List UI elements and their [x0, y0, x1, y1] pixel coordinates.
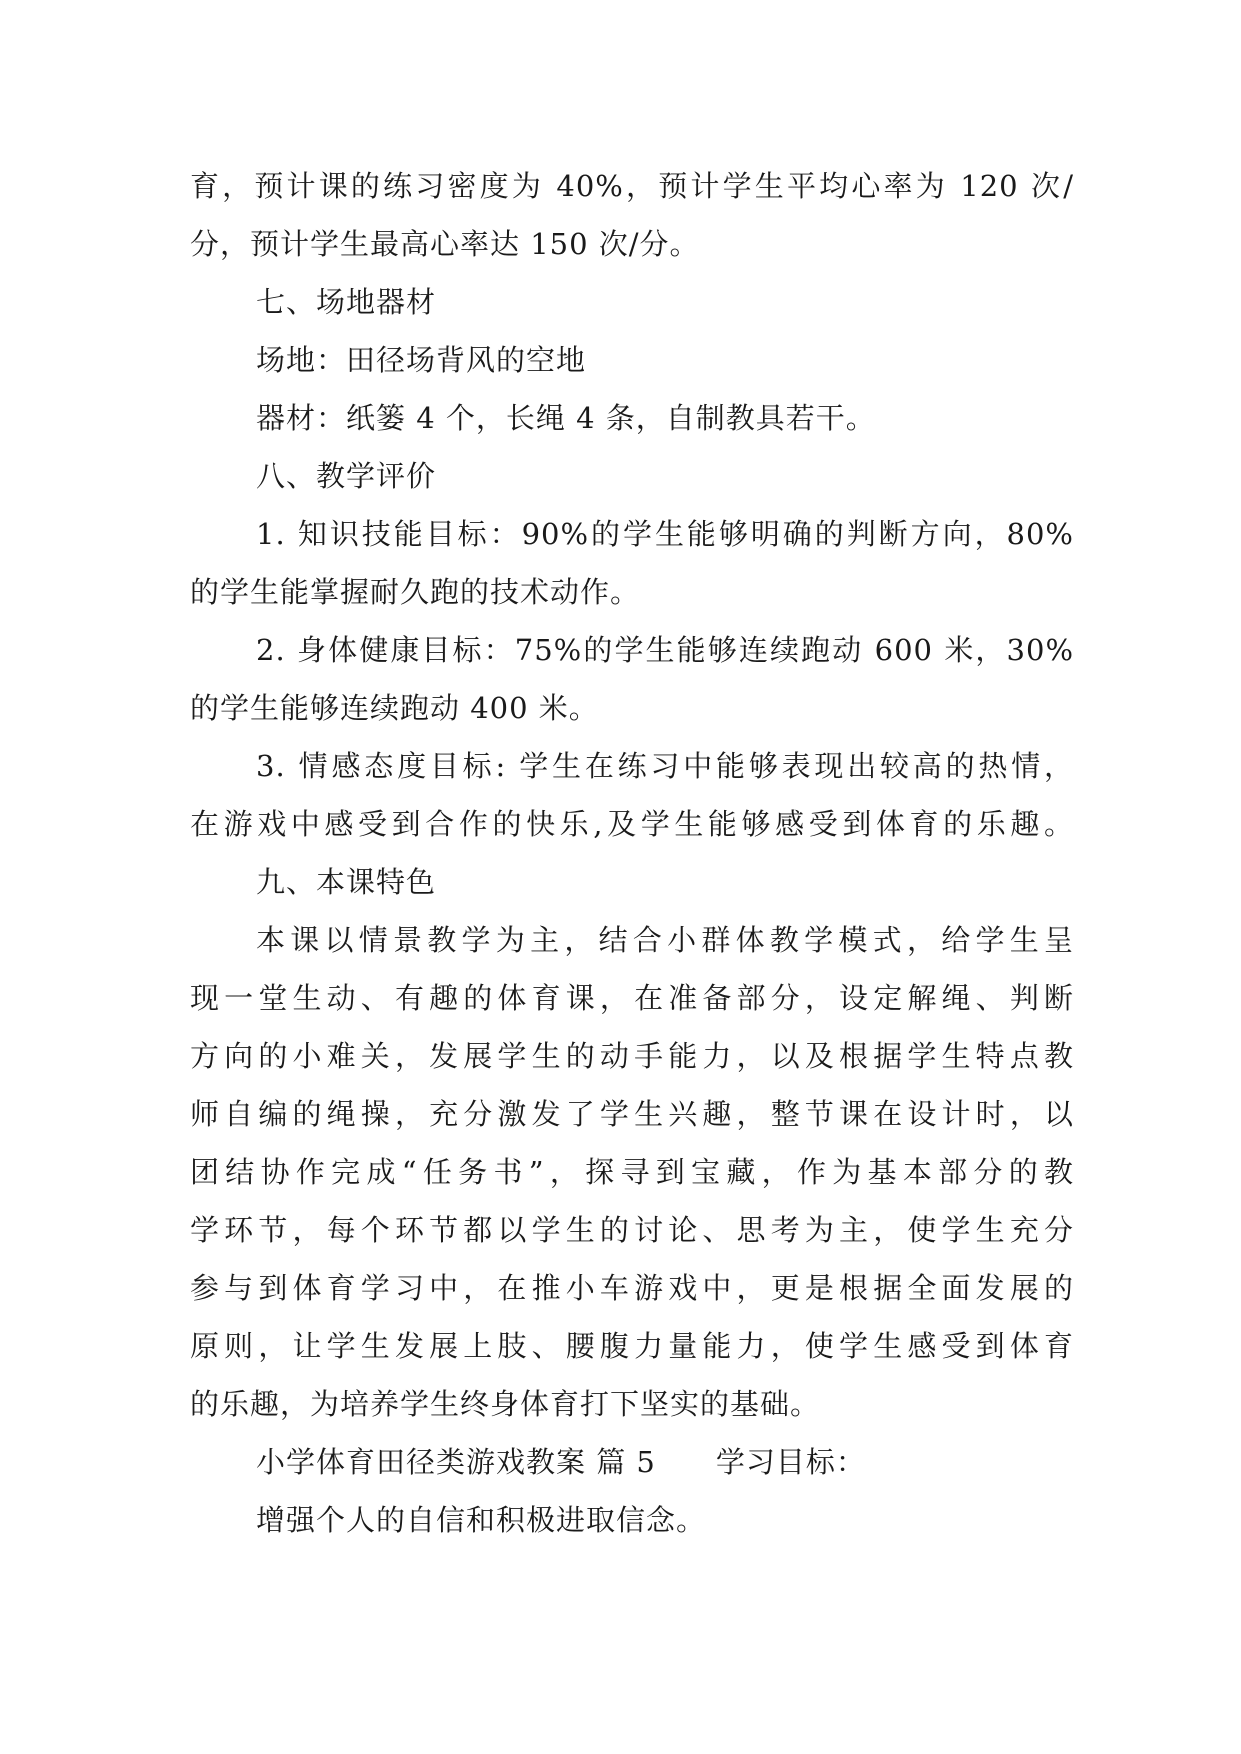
- paragraph-line: 的乐趣，为培养学生终身体育打下坚实的基础。: [190, 1387, 821, 1421]
- paragraph-line: 场地：田径场背风的空地: [256, 343, 587, 377]
- article-heading: [256, 1442, 866, 1482]
- paragraph-line: 原则，让学生发展上肢、腰腹力量能力，使学生感受到体育: [190, 1329, 1074, 1363]
- paragraph-line: 学环节，每个环节都以学生的讨论、思考为主，使学生充分: [190, 1213, 1074, 1247]
- paragraph-line: 育，预计课的练习密度为 40%，预计学生平均心率为 120 次/: [190, 169, 1074, 203]
- paragraph-line: 在游戏中感受到合作的快乐,及学生能够感受到体育的乐趣。: [190, 807, 1074, 841]
- paragraph-line: 1. 知识技能目标：90%的学生能够明确的判断方向，80%: [256, 517, 1074, 551]
- section-heading: 八、教学评价: [256, 459, 437, 493]
- learning-goals-label: 学习目标：: [715, 1445, 866, 1479]
- paragraph-line: 分，预计学生最高心率达 150 次/分。: [190, 227, 700, 261]
- paragraph-line: 3. 情感态度目标: 学生在练习中能够表现出较高的热情，: [256, 749, 1074, 783]
- section-heading: 九、本课特色: [256, 865, 437, 899]
- paragraph-line: 团结协作完成“任务书”，探寻到宝藏，作为基本部分的教: [190, 1155, 1074, 1189]
- paragraph-line: 参与到体育学习中，在推小车游戏中，更是根据全面发展的: [190, 1271, 1074, 1305]
- paragraph-line: 增强个人的自信和积极进取信念。: [256, 1503, 707, 1537]
- article-title: 小学体育田径类游戏教案 篇 5: [256, 1445, 656, 1479]
- paragraph-line: 器材：纸篓 4 个，长绳 4 条，自制教具若干。: [256, 401, 876, 435]
- paragraph-line: 现一堂生动、有趣的体育课，在准备部分，设定解绳、判断: [190, 981, 1074, 1015]
- paragraph-line: 2. 身体健康目标：75%的学生能够连续跑动 600 米，30%: [256, 633, 1074, 667]
- paragraph-line: 的学生能掌握耐久跑的技术动作。: [190, 575, 641, 609]
- section-heading: 七、场地器材: [256, 285, 437, 319]
- paragraph-line: 方向的小难关，发展学生的动手能力，以及根据学生特点教: [190, 1039, 1074, 1073]
- paragraph-line: 师自编的绳操，充分激发了学生兴趣，整节课在设计时，以: [190, 1097, 1074, 1131]
- paragraph-line: 的学生能够连续跑动 400 米。: [190, 691, 599, 725]
- paragraph-line: 本课以情景教学为主，结合小群体教学模式，给学生呈: [256, 923, 1074, 957]
